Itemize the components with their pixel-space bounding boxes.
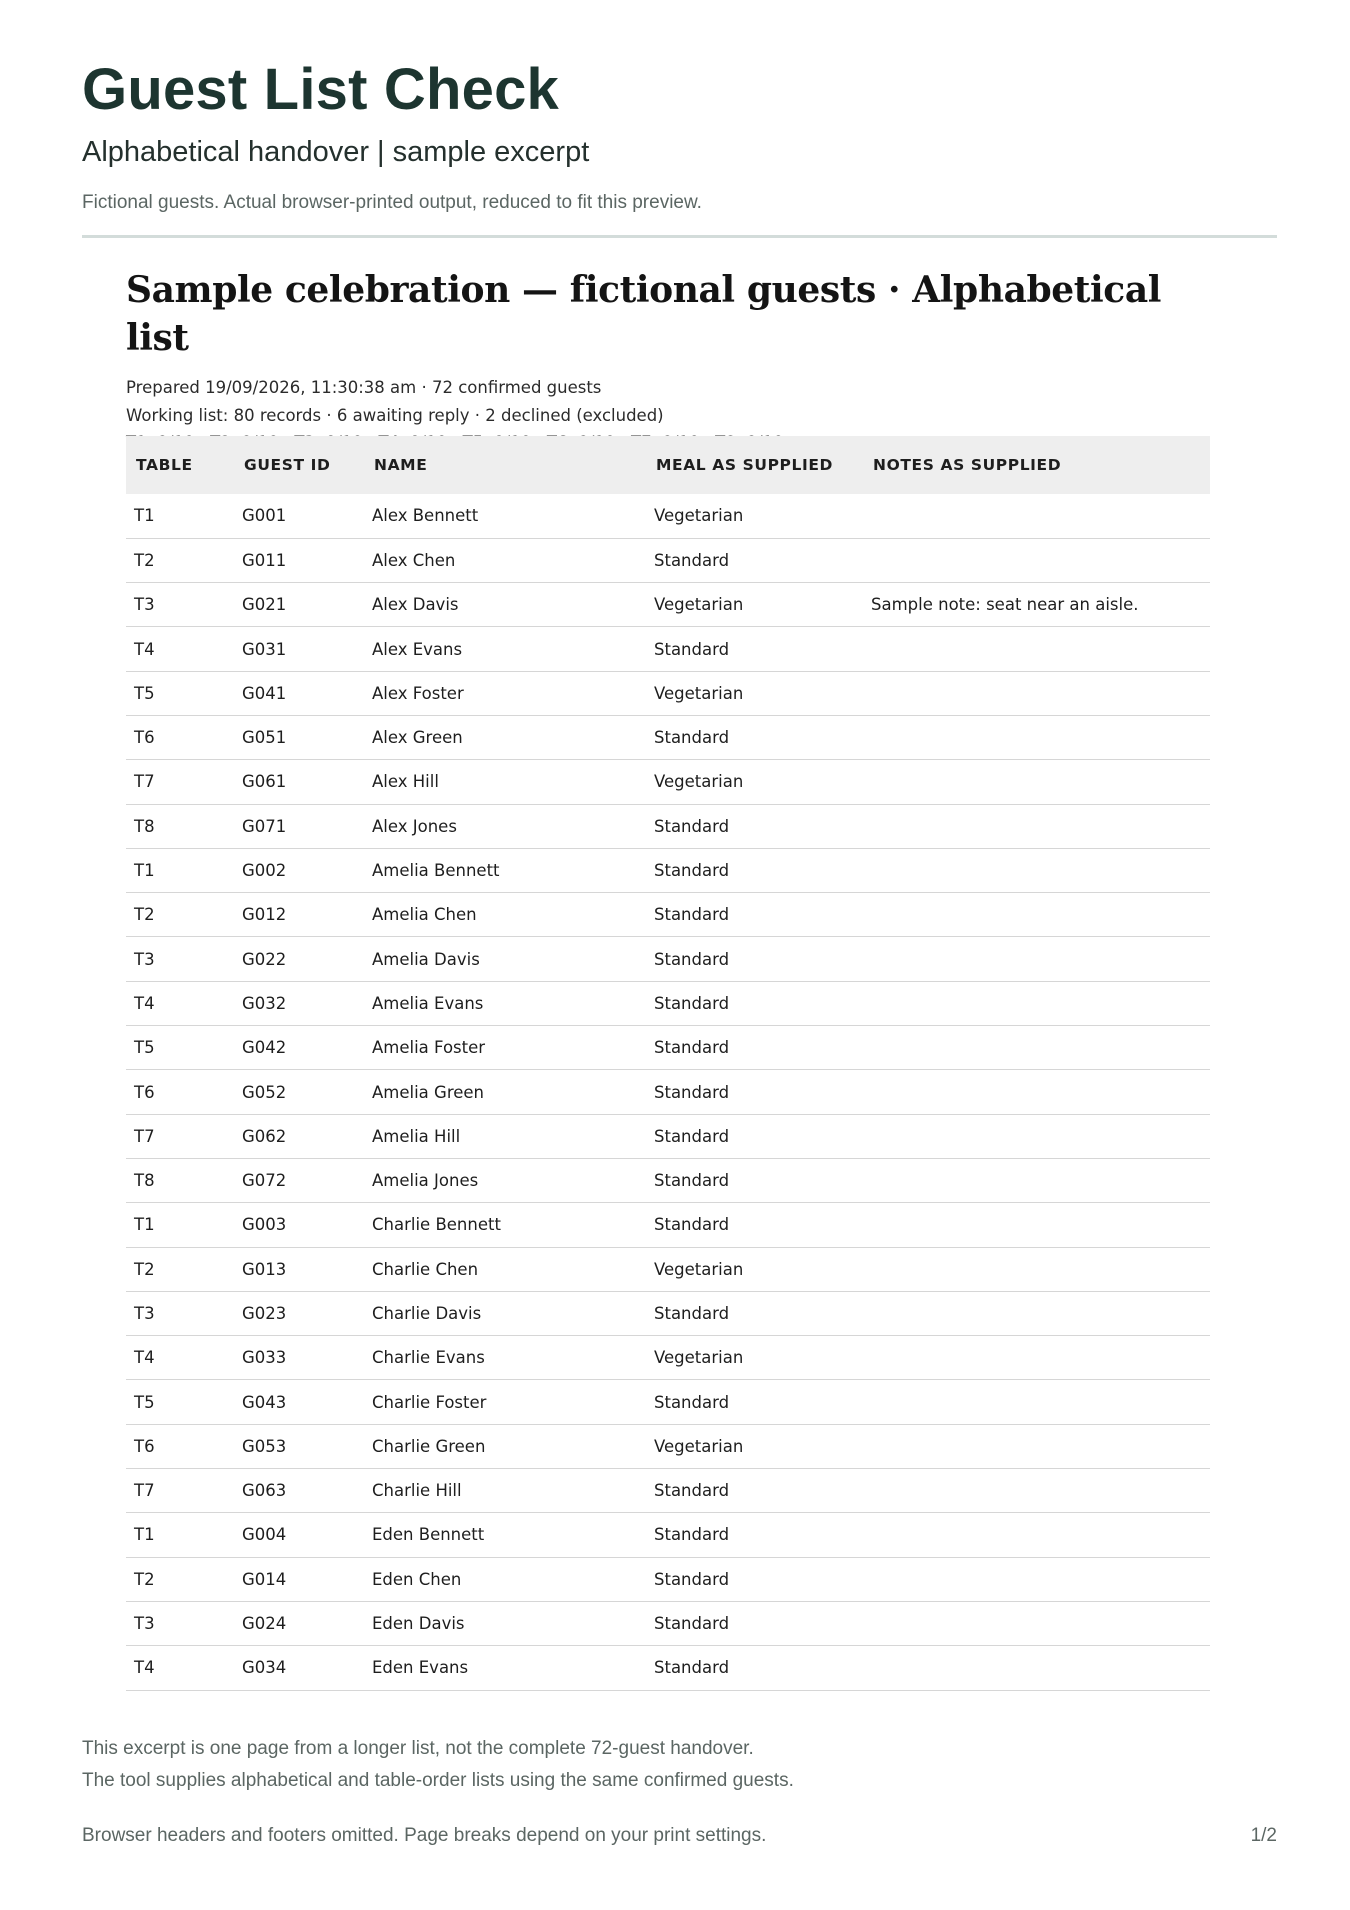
cell-meal: Vegetarian	[646, 583, 863, 627]
cell-notes	[863, 1336, 1210, 1380]
cell-name: Alex Evans	[364, 627, 646, 671]
cell-guest-id: G032	[234, 981, 364, 1025]
cell-guest-id: G012	[234, 893, 364, 937]
cell-name: Amelia Evans	[364, 981, 646, 1025]
cell-guest-id: G051	[234, 715, 364, 759]
table-row	[126, 1291, 1210, 1335]
cell-guest-id: G013	[234, 1247, 364, 1291]
cell-notes	[863, 1026, 1210, 1070]
cell-notes	[863, 671, 1210, 715]
cell-meal: Standard	[646, 1469, 863, 1513]
cell-guest-id: G002	[234, 848, 364, 892]
meta-working-list: Working list: 80 records · 6 awaiting reply · 2 declined (excluded)	[126, 405, 664, 425]
cell-name: Eden Davis	[364, 1601, 646, 1645]
cell-meal: Vegetarian	[646, 1247, 863, 1291]
cell-guest-id: G022	[234, 937, 364, 981]
cell-name: Amelia Bennett	[364, 848, 646, 892]
cell-name: Amelia Hill	[364, 1114, 646, 1158]
table-row	[126, 893, 1210, 937]
cell-guest-id: G034	[234, 1646, 364, 1690]
table-header-row	[126, 436, 1210, 494]
cell-name: Eden Chen	[364, 1557, 646, 1601]
cell-name: Eden Bennett	[364, 1513, 646, 1557]
cell-table: T1	[126, 1203, 234, 1247]
table-row	[126, 1026, 1210, 1070]
cell-meal: Vegetarian	[646, 671, 863, 715]
cell-meal: Standard	[646, 627, 863, 671]
cell-meal: Standard	[646, 804, 863, 848]
cell-meal: Standard	[646, 1601, 863, 1645]
cell-notes	[863, 981, 1210, 1025]
cell-notes	[863, 627, 1210, 671]
cell-meal: Standard	[646, 1114, 863, 1158]
cell-meal: Standard	[646, 893, 863, 937]
cell-table: T1	[126, 848, 234, 892]
cell-table: T5	[126, 1380, 234, 1424]
cell-table: T2	[126, 1557, 234, 1601]
cell-guest-id: G033	[234, 1336, 364, 1380]
cell-table: T4	[126, 627, 234, 671]
cell-name: Alex Chen	[364, 538, 646, 582]
cell-guest-id: G062	[234, 1114, 364, 1158]
cell-notes	[863, 1247, 1210, 1291]
cell-notes	[863, 538, 1210, 582]
cell-name: Amelia Green	[364, 1070, 646, 1114]
cell-guest-id: G063	[234, 1469, 364, 1513]
cell-table: T6	[126, 715, 234, 759]
table-row	[126, 1469, 1210, 1513]
cell-table: T1	[126, 1513, 234, 1557]
cell-notes	[863, 1291, 1210, 1335]
preview-note: Fictional guests. Actual browser-printed output, reduced to fit this preview.	[82, 192, 702, 213]
cell-table: T4	[126, 1336, 234, 1380]
cell-table: T8	[126, 1158, 234, 1202]
footer-note-excerpt: This excerpt is one page from a longer list, not the complete 72-guest handover.	[82, 1738, 754, 1759]
cell-notes	[863, 1203, 1210, 1247]
cell-notes	[863, 937, 1210, 981]
cell-meal: Standard	[646, 715, 863, 759]
table-row	[126, 981, 1210, 1025]
cell-meal: Vegetarian	[646, 760, 863, 804]
cell-guest-id: G043	[234, 1380, 364, 1424]
cell-guest-id: G023	[234, 1291, 364, 1335]
table-row	[126, 848, 1210, 892]
cell-table: T3	[126, 1291, 234, 1335]
cell-name: Charlie Hill	[364, 1469, 646, 1513]
cell-meal: Standard	[646, 1158, 863, 1202]
cell-name: Charlie Davis	[364, 1291, 646, 1335]
column-header-table: TABLE	[136, 456, 193, 474]
cell-meal: Standard	[646, 1026, 863, 1070]
cell-table: T6	[126, 1070, 234, 1114]
table-row	[126, 671, 1210, 715]
cell-notes	[863, 715, 1210, 759]
guest-table	[126, 436, 1210, 1691]
cell-name: Charlie Bennett	[364, 1203, 646, 1247]
table-row	[126, 1070, 1210, 1114]
cell-notes: Sample note: seat near an aisle.	[863, 583, 1210, 627]
cell-notes	[863, 1380, 1210, 1424]
table-row	[126, 1380, 1210, 1424]
cell-guest-id: G011	[234, 538, 364, 582]
table-row	[126, 1114, 1210, 1158]
cell-guest-id: G052	[234, 1070, 364, 1114]
column-header-guest-id: GUEST ID	[244, 456, 331, 474]
table-row	[126, 937, 1210, 981]
table-row	[126, 583, 1210, 627]
table-row	[126, 1601, 1210, 1645]
cell-notes	[863, 1601, 1210, 1645]
cell-table: T2	[126, 893, 234, 937]
cell-table: T3	[126, 1601, 234, 1645]
cell-guest-id: G024	[234, 1601, 364, 1645]
column-header-notes: NOTES AS SUPPLIED	[873, 456, 1062, 474]
meta-table-counts: T1: 9/10 · T2: 9/10 · T3: 9/10 · T4: 9/10 · T5: 9/10 · T6: 9/10 · T7: 9/10 · T8: 9/10	[126, 433, 784, 452]
page-number: 1/2	[1250, 1825, 1277, 1846]
table-row	[126, 1424, 1210, 1468]
cell-meal: Standard	[646, 1646, 863, 1690]
cell-guest-id: G061	[234, 760, 364, 804]
column-header-name: NAME	[374, 456, 428, 474]
cell-notes	[863, 1158, 1210, 1202]
cell-notes	[863, 1646, 1210, 1690]
header-divider	[82, 235, 1277, 238]
cell-name: Alex Hill	[364, 760, 646, 804]
cell-guest-id: G004	[234, 1513, 364, 1557]
cell-notes	[863, 1469, 1210, 1513]
cell-name: Alex Bennett	[364, 494, 646, 538]
cell-table: T4	[126, 1646, 234, 1690]
table-row	[126, 1557, 1210, 1601]
cell-meal: Standard	[646, 1070, 863, 1114]
cell-meal: Vegetarian	[646, 1424, 863, 1468]
cell-table: T5	[126, 1026, 234, 1070]
table-row	[126, 1158, 1210, 1202]
cell-notes	[863, 1114, 1210, 1158]
cell-table: T7	[126, 1469, 234, 1513]
cell-table: T1	[126, 494, 234, 538]
cell-guest-id: G042	[234, 1026, 364, 1070]
cell-guest-id: G021	[234, 583, 364, 627]
cell-guest-id: G071	[234, 804, 364, 848]
cell-meal: Vegetarian	[646, 494, 863, 538]
cell-name: Amelia Chen	[364, 893, 646, 937]
cell-table: T2	[126, 538, 234, 582]
table-row	[126, 804, 1210, 848]
printed-document	[126, 266, 1210, 457]
cell-meal: Standard	[646, 1203, 863, 1247]
footer-note-print: Browser headers and footers omitted. Page breaks depend on your print settings.	[82, 1825, 767, 1846]
cell-meal: Standard	[646, 1291, 863, 1335]
cell-table: T3	[126, 583, 234, 627]
cell-meal: Standard	[646, 538, 863, 582]
cell-table: T7	[126, 760, 234, 804]
table-row	[126, 1513, 1210, 1557]
cell-name: Eden Evans	[364, 1646, 646, 1690]
cell-meal: Standard	[646, 1557, 863, 1601]
cell-name: Charlie Chen	[364, 1247, 646, 1291]
cell-name: Amelia Foster	[364, 1026, 646, 1070]
cell-notes	[863, 848, 1210, 892]
cell-table: T2	[126, 1247, 234, 1291]
cell-guest-id: G001	[234, 494, 364, 538]
cell-meal: Standard	[646, 937, 863, 981]
cell-notes	[863, 1557, 1210, 1601]
cell-guest-id: G031	[234, 627, 364, 671]
page-title: Guest List Check	[82, 57, 559, 122]
meta-prepared: Prepared 19/09/2026, 11:30:38 am · 72 confirmed guests	[126, 378, 602, 397]
guest-table-body	[126, 494, 1210, 1690]
cell-notes	[863, 893, 1210, 937]
cell-guest-id: G041	[234, 671, 364, 715]
footer-note-lists: The tool supplies alphabetical and table-order lists using the same confirmed guests.	[82, 1770, 794, 1791]
cell-name: Alex Green	[364, 715, 646, 759]
cell-name: Alex Foster	[364, 671, 646, 715]
cell-table: T6	[126, 1424, 234, 1468]
cell-name: Amelia Jones	[364, 1158, 646, 1202]
cell-table: T7	[126, 1114, 234, 1158]
cell-name: Charlie Evans	[364, 1336, 646, 1380]
cell-table: T5	[126, 671, 234, 715]
table-row	[126, 538, 1210, 582]
cell-table: T3	[126, 937, 234, 981]
page-subtitle: Alphabetical handover | sample excerpt	[82, 136, 590, 168]
cell-meal: Standard	[646, 1380, 863, 1424]
table-row	[126, 1646, 1210, 1690]
cell-notes	[863, 1513, 1210, 1557]
cell-name: Charlie Green	[364, 1424, 646, 1468]
cell-guest-id: G053	[234, 1424, 364, 1468]
cell-meal: Standard	[646, 981, 863, 1025]
cell-guest-id: G003	[234, 1203, 364, 1247]
table-row	[126, 715, 1210, 759]
table-row	[126, 1247, 1210, 1291]
cell-name: Alex Davis	[364, 583, 646, 627]
cell-table: T8	[126, 804, 234, 848]
cell-notes	[863, 1070, 1210, 1114]
cell-name: Amelia Davis	[364, 937, 646, 981]
table-row	[126, 1336, 1210, 1380]
cell-name: Alex Jones	[364, 804, 646, 848]
cell-meal: Standard	[646, 1513, 863, 1557]
cell-table: T4	[126, 981, 234, 1025]
document-heading: Sample celebration — fictional guests · Alphabetical list	[126, 269, 1162, 359]
cell-guest-id: G014	[234, 1557, 364, 1601]
table-row	[126, 494, 1210, 538]
table-row	[126, 1203, 1210, 1247]
cell-notes	[863, 804, 1210, 848]
cell-notes	[863, 494, 1210, 538]
cell-meal: Standard	[646, 848, 863, 892]
cell-meal: Vegetarian	[646, 1336, 863, 1380]
column-header-meal: MEAL AS SUPPLIED	[656, 456, 834, 474]
cell-notes	[863, 1424, 1210, 1468]
cell-name: Charlie Foster	[364, 1380, 646, 1424]
table-row	[126, 627, 1210, 671]
cell-notes	[863, 760, 1210, 804]
cell-guest-id: G072	[234, 1158, 364, 1202]
table-row	[126, 760, 1210, 804]
